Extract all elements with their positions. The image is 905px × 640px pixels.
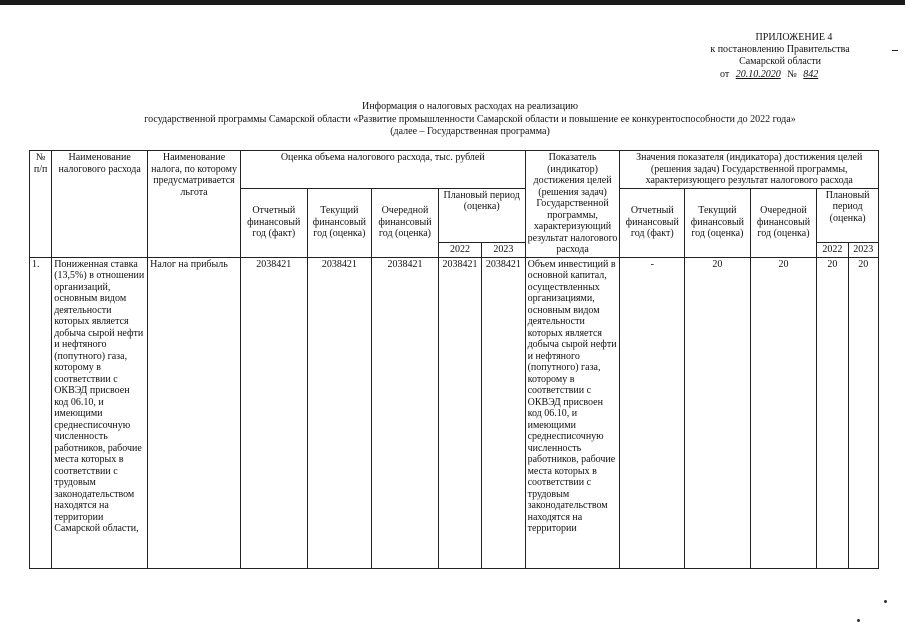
title-line-1: Информация о налоговых расходах на реализацию xyxy=(362,101,578,112)
header-value-current-year: Текущий финансовый год (оценка) xyxy=(685,188,751,257)
appendix-date-row xyxy=(660,69,900,81)
header-current-year: Текущий финансовый год (оценка) xyxy=(307,188,372,257)
scan-speck xyxy=(857,619,860,622)
scan-top-border xyxy=(0,0,905,5)
handwritten-number: 842 xyxy=(803,69,819,80)
scan-speck xyxy=(884,600,887,603)
title-line-3: (далее – Государственная программа) xyxy=(390,126,550,137)
row-reporting: 2038421 xyxy=(240,257,307,568)
header-year-2022: 2022 xyxy=(438,243,481,258)
handwritten-date: 20.10.2020 xyxy=(735,69,781,80)
header-indicator: Показатель (индикатор) достижения целей (решения задач) Государственной программы, характеризующий результат налогового расхода xyxy=(525,151,620,258)
appendix-resolution: к постановлению Правительства xyxy=(710,44,850,55)
date-prefix: от xyxy=(720,69,730,80)
header-reporting-year: Отчетный финансовый год (факт) xyxy=(240,188,307,257)
scan-mark xyxy=(892,50,898,51)
row-value-2022: 20 xyxy=(817,257,848,568)
header-tax: Наименование налога, по которому предусматривается льгота xyxy=(148,151,241,258)
header-planned-period: Плановый период (оценка) xyxy=(438,188,525,243)
header-value-next-year: Очередной финансовый год (оценка) xyxy=(750,188,817,257)
header-next-year: Очередной финансовый год (оценка) xyxy=(372,188,439,257)
row-tax: Налог на прибыль xyxy=(148,257,241,568)
row-value-next: 20 xyxy=(750,257,817,568)
row-indicator: Объем инвестиций в основной капитал, осуществленных организациями, основным видом деятельности которых является добыча сырой нефти и нефтяного (попутного) газа, которому в соответствии с ОКВЭД присвоен код 06.10, и имеющими среднесписочную численность работников, рабочие места которых в соответствии с трудовым законодательством находятся на территории xyxy=(525,257,620,568)
document-title xyxy=(80,101,860,139)
table-row xyxy=(30,257,879,568)
appendix-block xyxy=(660,32,900,81)
tax-expenditure-table xyxy=(29,150,879,569)
row-next: 2038421 xyxy=(372,257,439,568)
row-value-reporting: - xyxy=(620,257,685,568)
appendix-region: Самарской области xyxy=(739,56,821,67)
header-value-reporting-year: Отчетный финансовый год (факт) xyxy=(620,188,685,257)
appendix-title: ПРИЛОЖЕНИЕ 4 xyxy=(755,32,833,43)
number-prefix: № xyxy=(787,69,797,80)
header-value-planned-period: Плановый период (оценка) xyxy=(817,188,879,243)
header-values-group: Значения показателя (индикатора) достижения целей (решения задач) Государственной программы, характеризующего результат налогового расхода xyxy=(620,151,879,189)
header-year-2023: 2023 xyxy=(482,243,525,258)
header-name: Наименование налогового расхода xyxy=(52,151,148,258)
row-2023: 2038421 xyxy=(482,257,525,568)
row-name: Пониженная ставка (13,5%) в отношении организаций, основным видом деятельности которых является добыча сырой нефти и нефтяного (попутного) газа, которому в соответствии с ОКВЭД присвоен код 06.10, и имеющими среднесписочную численность работников, рабочие места которых в соответствии с трудовым законодательством находятся на территории Самарской области, xyxy=(52,257,148,568)
row-value-current: 20 xyxy=(685,257,751,568)
title-line-2: государственной программы Самарской области «Развитие промышленности Самарской области и повышение ее конкурентоспособности до 2022 года» xyxy=(144,113,796,125)
row-num: 1. xyxy=(30,257,52,568)
header-value-year-2022: 2022 xyxy=(817,243,848,258)
row-2022: 2038421 xyxy=(438,257,481,568)
header-estimate-group: Оценка объема налогового расхода, тыс. рублей xyxy=(240,151,525,189)
row-current: 2038421 xyxy=(307,257,372,568)
header-num: № п/п xyxy=(30,151,52,258)
header-row-1 xyxy=(30,151,879,189)
row-value-2023: 20 xyxy=(848,257,878,568)
header-value-year-2023: 2023 xyxy=(848,243,878,258)
